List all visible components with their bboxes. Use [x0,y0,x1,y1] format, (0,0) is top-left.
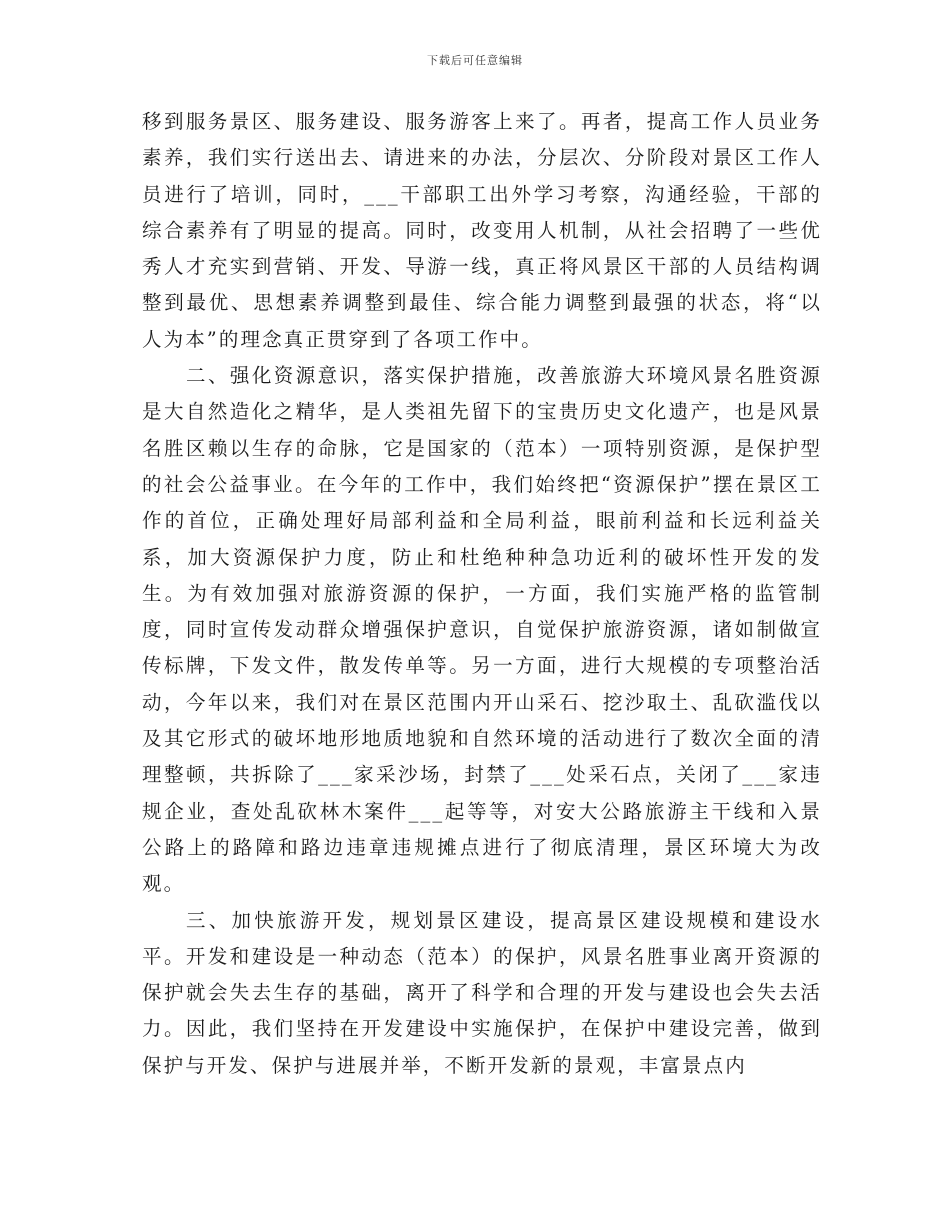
page-header: 下载后可任意编辑 [427,54,523,67]
paragraph-tourism-development: 三、加快旅游开发，规划景区建设，提高景区建设规模和建设水平。开发和建设是一种动态（范本）的保护，风景名胜事业离开资源的保护就会失去生存的基础，离开了科学和合理的开发与建设也会失去活力。因此，我们坚持在开发建设中实施保护，在保护中建设完善，做到保护与开发、保护与进展并举，不断开发新的景观，丰富景点内 [142,908,822,1077]
paragraph-resource-protection: 二、强化资源意识，落实保护措施，改善旅游大环境风景名胜资源是大自然造化之精华，是人类祖先留下的宝贵历史文化遗产，也是风景名胜区赖以生存的命脉，它是国家的（范本）一项特别资源，是保护型的社会公益事业。在今年的工作中，我们始终把“资源保护”摆在景区工作的首位，正确处理好局部利益和全局利益，眼前利益和长远利益关系，加大资源保护力度，防止和杜绝种种急功近利的破坏性开发的发生。为有效加强对旅游资源的保护，一方面，我们实施严格的监管制度，同时宣传发动群众增强保护意识，自觉保护旅游资源，诸如制做宣传标牌，下发文件，散发传单等。另一方面，进行大规模的专项整治活动，今年以来，我们对在景区范围内开山采石、挖沙取土、乱砍滥伐以及其它形式的破坏地形地质地貌和自然环境的活动进行了数次全面的清理整顿，共拆除了___家采沙场，封禁了___处采石点，关闭了___家违规企业，查处乱砍林木案件___起等等，对安大公路旅游主干线和入景公路上的路障和路边违章违规摊点进行了彻底清理，景区环境大为改观。 [142,364,822,896]
document-body [142,104,822,1084]
paragraph-staff-training: 移到服务景区、服务建设、服务游客上来了。再者，提高工作人员业务素养，我们实行送出去、请进来的办法，分层次、分阶段对景区工作人员进行了培训，同时，___干部职工出外学习考察，沟通经验，干部的综合素养有了明显的提高。同时，改变用人机制，从社会招聘了一些优秀人才充实到营销、开发、导游一线，真正将风景区干部的人员结构调整到最优、思想素养调整到最佳、综合能力调整到最强的状态，将“以人为本”的理念真正贯穿到了各项工作中。 [142,110,822,351]
